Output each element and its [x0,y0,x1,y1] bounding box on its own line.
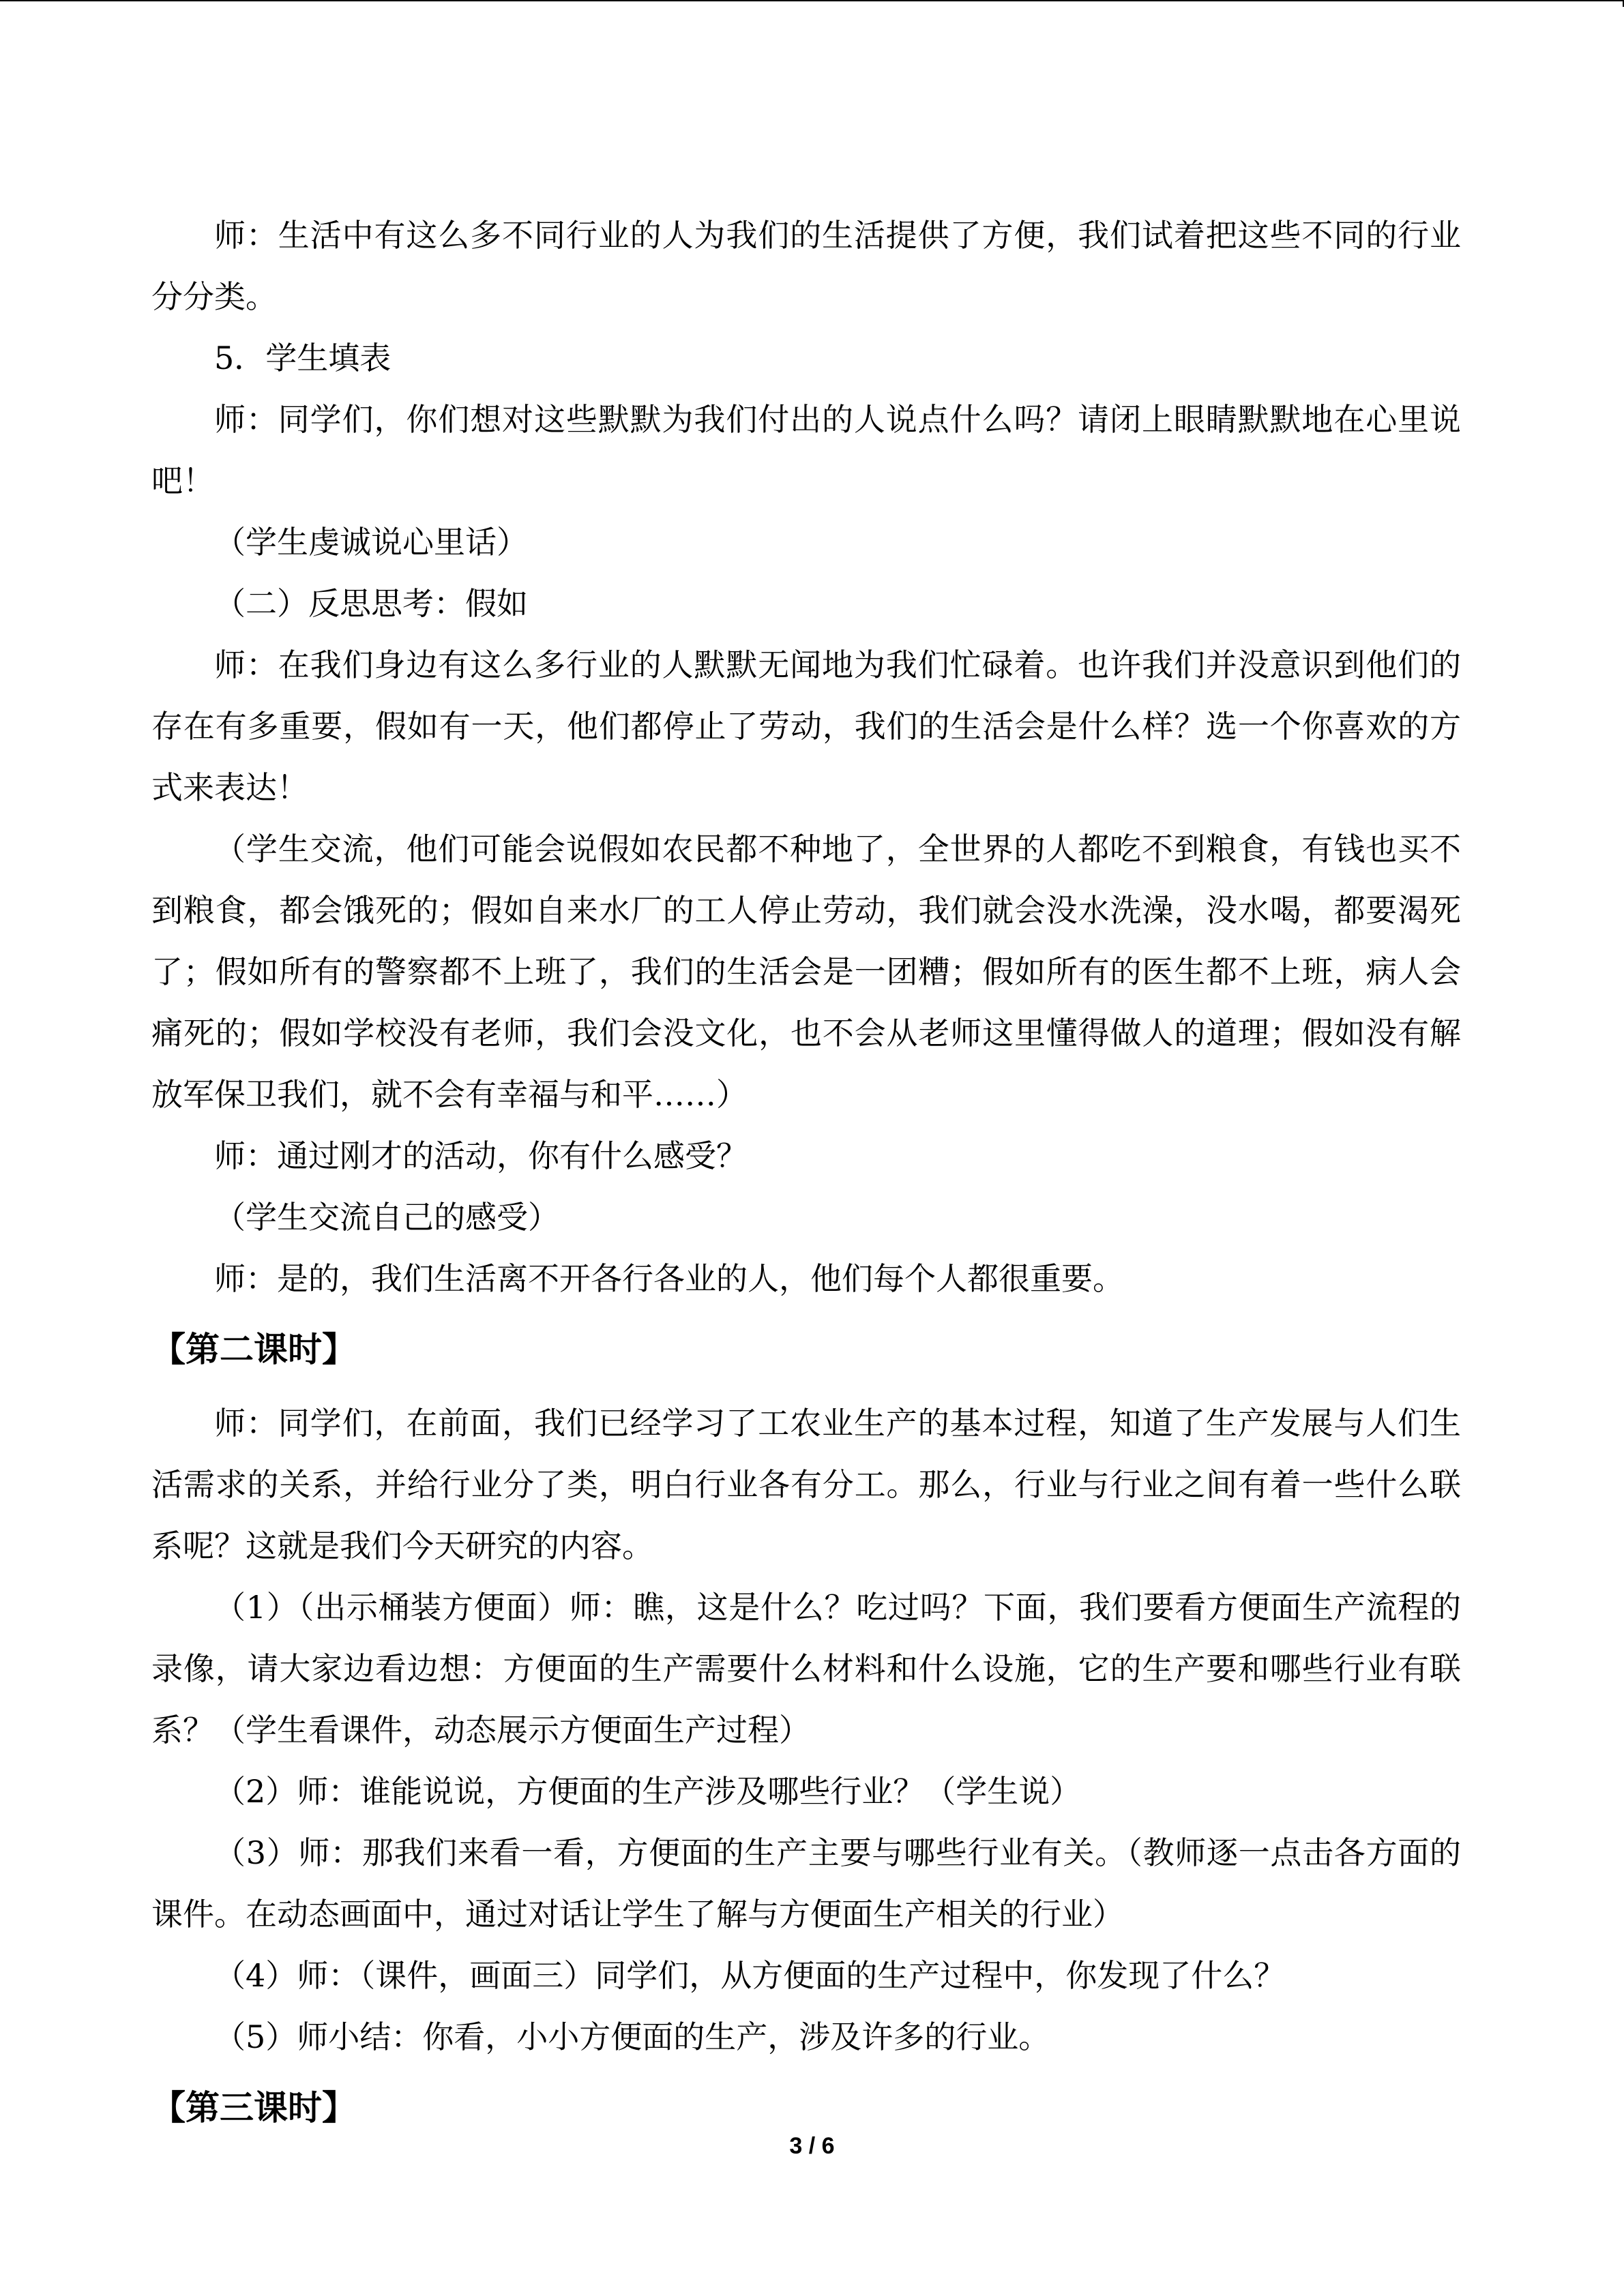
page-number: 3 / 6 [789,2133,835,2159]
paragraph: 师：生活中有这么多不同行业的人为我们的生活提供了方便，我们试着把这些不同的行业分分类。 [151,217,1461,315]
section-heading-second-lesson: 【第二课时】 [151,1330,356,1369]
paragraph: 师：通过刚才的活动，你有什么感受？ [214,1137,748,1174]
paragraph: （2）师：谁能说说，方便面的生产涉及哪些行业？（学生说） [214,1773,1082,1810]
paragraph: 5．学生填表 [214,340,392,376]
top-border-line [0,0,1624,1]
paragraph: （5）师小结：你看，小小方便面的生产，涉及许多的行业。 [214,2018,1050,2055]
paragraph: （1）（出示桶装方便面）师：瞧，这是什么？吃过吗？下面，我们要看方便面生产流程的录像，请大家边看边想：方便面的生产需要什么材料和什么设施，它的生产要和哪些行业有联系？（学生看课件，动态展示方便面生产过程） [151,1589,1461,1748]
paragraph: 师：是的，我们生活离不开各行各业的人，他们每个人都很重要。 [214,1260,1124,1297]
paragraph: 师：同学们，你们想对这些默默为我们付出的人说点什么吗？请闭上眼睛默默地在心里说吧！ [151,401,1461,499]
paragraph: （二）反思思考：假如 [214,585,528,622]
paragraph: （3）师：那我们来看一看，方便面的生产主要与哪些行业有关。（教师逐一点击各方面的课件。在动态画面中，通过对话让学生了解与方便面生产相关的行业） [151,1834,1461,1933]
paragraph: （学生交流自己的感受） [214,1199,559,1236]
paragraph: 师：在我们身边有这么多行业的人默默无闻地为我们忙碌着。也许我们并没意识到他们的存在有多重要，假如有一天，他们都停止了劳动，我们的生活会是什么样？选一个你喜欢的方式来表达！ [151,646,1461,806]
paragraph: （学生虔诚说心里话） [214,524,528,561]
section-heading-third-lesson: 【第三课时】 [151,2088,356,2128]
paragraph: （4）师：（课件，画面三）同学们，从方便面的生产过程中，你发现了什么？ [214,1957,1286,1994]
paragraph: 师：同学们，在前面，我们已经学习了工农业生产的基本过程，知道了生产发展与人们生活需求的关系，并给行业分了类，明白行业各有分工。那么，行业与行业之间有着一些什么联系呢？这就是我们今天研究的内容。 [151,1405,1461,1564]
paragraph: （学生交流，他们可能会说假如农民都不种地了，全世界的人都吃不到粮食，有钱也买不到粮食，都会饿死的；假如自来水厂的工人停止劳动，我们就会没水洗澡，没水喝，都要渴死了；假如所有的警察都不上班了，我们的生活会是一团糟；假如所有的医生都不上班，病人会痛死的；假如学校没有老师，我们会没文化，也不会从老师这里懂得做人的道理；假如没有解放军保卫我们，就不会有幸福与和平……） [151,831,1461,1113]
document-body [151,205,1461,2138]
